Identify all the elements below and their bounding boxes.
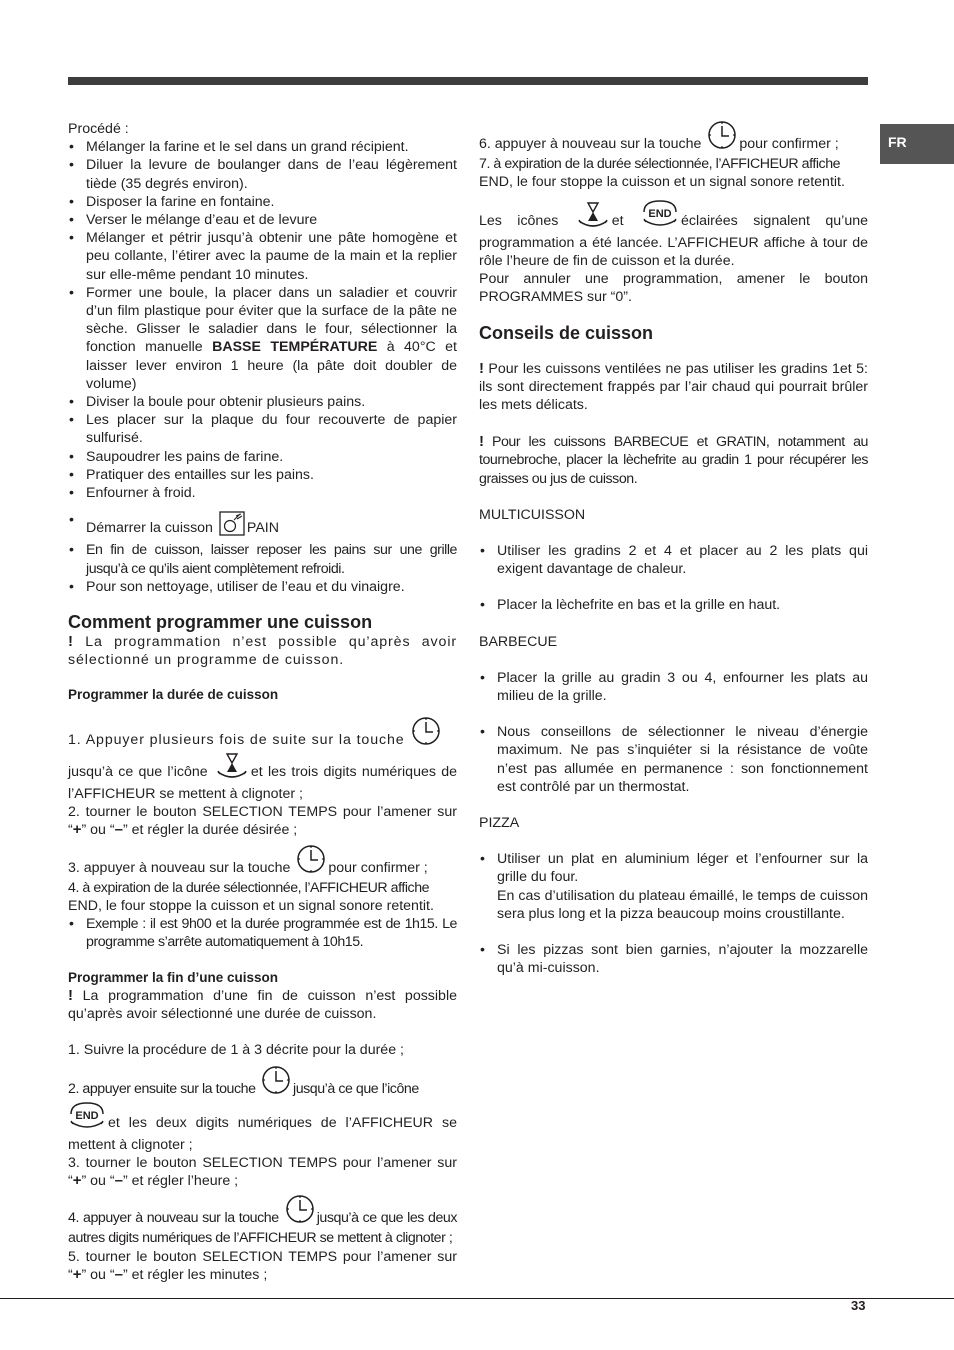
warning-text: La programmation d’une fin de cuisson n’est possible qu’après avoir sélectionné une durée de cuisson. [68, 987, 457, 1022]
duree-title: Programmer la durée de cuisson [68, 687, 279, 703]
clock-icon [296, 844, 326, 879]
warning-text: La programmation n’est possible qu’après avoir sélectionné un programme de cuisson. [68, 634, 457, 669]
duree-step-4: 4. à expiration de la durée sélectionnée, l’AFFICHEUR affiche [68, 879, 430, 896]
step-text: 4. appuyer à nouveau sur la touche [68, 1210, 279, 1227]
list-item [479, 850, 868, 923]
list-item: • Pour son nettoyage, utiliser de l’eau et du vinaigre. [68, 578, 457, 596]
list-item: • Diluer la levure de boulanger dans de l’eau légèrement tiède (35 degrés environ). [68, 156, 457, 192]
minus-sign: – [114, 1265, 123, 1283]
step-text: ” et régler la durée désirée ; [122, 822, 298, 839]
fin-step-2 [68, 1065, 457, 1100]
procede-label: Procédé : [68, 121, 129, 137]
icones-text [479, 198, 868, 271]
list-item: • Utiliser les gradins 2 et 4 et placer au 2 les plats qui exigent davantage de chaleur. [479, 542, 868, 578]
step-text: 2. tourner le bouton SELECTION TEMPS pour l’amener sur “ [68, 804, 457, 839]
former-text: Former une boule, la placer dans un saladier et couvrir d’un film plastique pour éviter que la surface de la pâte ne sèche. Glisser le saladier dans le four, sélectionner la fonction manuelle [86, 284, 457, 356]
step-text: et les trois digits numériques de l’AFFICHEUR se mettent à clignoter ; [68, 763, 457, 802]
language-tab: FR [880, 124, 954, 164]
clock-icon [707, 120, 737, 155]
step-text: Utiliser un plat en aluminium léger et l’enfourner sur la grille du four. [497, 851, 868, 886]
list-item: • Diviser la boule pour obtenir plusieurs pains. [68, 393, 457, 411]
step-text: En cas d’utilisation du plateau émaillé, le temps de cuisson sera plus long et la pizza beaucoup moins croustillante. [497, 887, 868, 922]
step-6 [479, 120, 868, 155]
list-item: • Saupoudrer les pains de farine. [68, 448, 457, 466]
hourglass-icon [576, 201, 610, 234]
clock-icon [285, 1194, 315, 1229]
pizza-title: PIZZA [479, 815, 520, 832]
step-text: jusqu’à ce que les deux autres digits numériques de l’AFFICHEUR se mettent à clignoter ; [68, 1210, 457, 1247]
duree-step-1 [68, 716, 457, 751]
step-text: ” et régler les minutes ; [122, 1266, 268, 1283]
clock-icon [261, 1065, 291, 1100]
list-item: • Exemple : il est 9h00 et la durée programmée est de 1h15. Le programme s’arrête automatiquement à 10h15. [68, 915, 457, 951]
step-text: ” ou “ [81, 1172, 115, 1189]
list-item: • Placer la grille au gradin 3 ou 4, enfourner les plats au milieu de la grille. [479, 669, 868, 705]
step-text: 6. appuyer à nouveau sur la touche [479, 136, 702, 152]
left-column [68, 120, 457, 1284]
fin-warning [68, 987, 457, 1023]
step-text: pour confirmer ; [739, 136, 839, 152]
warning-mark: ! [479, 359, 484, 377]
step-text: 3. appuyer à nouveau sur la touche [68, 859, 291, 876]
list-item: • Enfourner à froid. [68, 484, 457, 502]
fin-step-4 [68, 1194, 457, 1247]
warning-mark: ! [479, 433, 484, 451]
pain-label: PAIN [246, 520, 279, 537]
conseils-title: Conseils de cuisson [479, 322, 654, 343]
list-item: • Pratiquer des entailles sur les pains. [68, 466, 457, 484]
barbecue-title: BARBECUE [479, 633, 558, 650]
step-text: 5. tourner le bouton SELECTION TEMPS pour l’amener sur “ [68, 1248, 457, 1283]
programmer-title: Comment programmer une cuisson [68, 612, 373, 633]
list-item: • Nous conseillons de sélectionner le niveau d’énergie maximum. Ne pas s’inquiéter si la résistance de voûte n’est pas allumée en permanence : son fonctionnement est contrôlé par un thermostat. [479, 723, 868, 796]
list-item [68, 511, 457, 541]
step-text: et [611, 212, 624, 229]
step-text: éclairées signalent qu’une programmation a été lancée. L’AFFICHEUR affiche à tour de rôle l’heure de fin de cuisson et la durée. [479, 212, 869, 270]
plus-sign: + [72, 821, 82, 839]
step-text: 1. Appuyer plusieurs fois de suite sur la touche [68, 732, 405, 749]
pizza-list [479, 850, 868, 977]
multicuisson-title: MULTICUISSON [479, 506, 586, 523]
step-text: jusqu’à ce que l’icône [293, 1081, 419, 1098]
duree-step-4b: END, le four stoppe la cuisson et un signal sonore retentit. [68, 897, 434, 914]
annuler-text: Pour annuler une programmation, amener le bouton PROGRAMMES sur “0”. [479, 271, 868, 306]
step-text: ” ou “ [81, 822, 115, 839]
warning-mark: ! [68, 986, 73, 1004]
plus-sign: + [72, 1265, 82, 1283]
plus-sign: + [72, 1171, 82, 1189]
barbecue-list [479, 669, 868, 796]
demarrer-text: Démarrer la cuisson [86, 520, 213, 537]
header-bar [68, 77, 868, 85]
list-item: • Placer la lèchefrite en bas et la grille en haut. [479, 596, 868, 614]
list-item: • Si les pizzas sont bien garnies, n’ajouter la mozzarelle qu’à mi-cuisson. [479, 941, 868, 977]
duree-step-3 [68, 844, 457, 879]
duree-step-2 [68, 803, 457, 839]
step-text: 2. appuyer ensuite sur la touche [68, 1081, 256, 1098]
warning-text: Pour les cuissons ventilées ne pas utiliser les gradins 1et 5: ils sont directement frappés par l’air chaud qui pourrait brûler les mets délicats. [479, 360, 868, 414]
step-7b: END, le four stoppe la cuisson et un signal sonore retentit. [479, 174, 845, 191]
fin-step-2b [68, 1100, 457, 1153]
step-text: pour confirmer ; [328, 859, 428, 876]
duree-step-1b [68, 752, 457, 803]
svg-text:END: END [75, 1110, 99, 1123]
list-item: • Les placer sur la plaque du four recouverte de papier sulfurisé. [68, 411, 457, 447]
right-column [479, 120, 868, 978]
list-item [68, 284, 457, 393]
fin-step-5 [68, 1248, 457, 1284]
list-item: • Mélanger et pétrir jusqu’à obtenir une pâte homogène et peu collante, l’étirer avec la paume de la main et la replier sur elle-même pendant 10 minutes. [68, 229, 457, 284]
list-item: • En fin de cuisson, laisser reposer les pains sur une grille jusqu’à ce qu’ils aient complètement refroidi. [68, 541, 457, 577]
page-number: 33 [851, 1298, 866, 1313]
fin-step-3 [68, 1154, 457, 1190]
former-text-end: à 40°C et laisser lever environ 1 heure (la pâte doit doubler de volume) [86, 339, 457, 392]
end-icon [641, 198, 679, 233]
end-icon [68, 1100, 106, 1135]
footer-rule [0, 1298, 954, 1299]
exemple-list [68, 915, 457, 951]
step-text: ” et régler l’heure ; [122, 1172, 239, 1189]
list-item: • Verser le mélange d’eau et de levure [68, 211, 457, 229]
minus-sign: – [114, 821, 123, 839]
basse-temperature-label: BASSE TEMPÉRATURE [212, 339, 378, 356]
conseil-2 [479, 433, 868, 488]
procede-list [68, 138, 457, 596]
clock-icon [411, 716, 441, 751]
step-text: jusqu’à ce que l’icône [68, 763, 208, 780]
step-text: 3. tourner le bouton SELECTION TEMPS pour l’amener sur “ [68, 1154, 457, 1189]
warning-text: Pour les cuissons BARBECUE et GRATIN, notamment au tournebroche, placer la lèchefrite au gradin 1 pour récupérer les graisses ou jus de cuisson. [479, 434, 868, 487]
warning-mark: ! [68, 633, 74, 651]
conseil-1 [479, 360, 868, 415]
programmer-warning [68, 633, 457, 669]
minus-sign: – [114, 1171, 123, 1189]
fin-title: Programmer la fin d’une cuisson [68, 969, 279, 985]
step-text: et les deux digits numériques de l’AFFICHEUR se mettent à clignoter ; [68, 1115, 457, 1153]
list-item: • Mélanger la farine et le sel dans un grand récipient. [68, 138, 457, 156]
svg-text:END: END [648, 207, 672, 220]
step-7: 7. à expiration de la durée sélectionnée, l’AFFICHEUR affiche [479, 156, 841, 173]
list-item: • Disposer la farine en fontaine. [68, 193, 457, 211]
hourglass-icon [215, 752, 249, 785]
step-text: Les icônes [479, 212, 559, 229]
step-text: ” ou “ [81, 1266, 115, 1283]
fin-step-1: 1. Suivre la procédure de 1 à 3 décrite pour la durée ; [68, 1041, 404, 1058]
bread-program-icon [219, 511, 245, 541]
multicuisson-list [479, 542, 868, 615]
